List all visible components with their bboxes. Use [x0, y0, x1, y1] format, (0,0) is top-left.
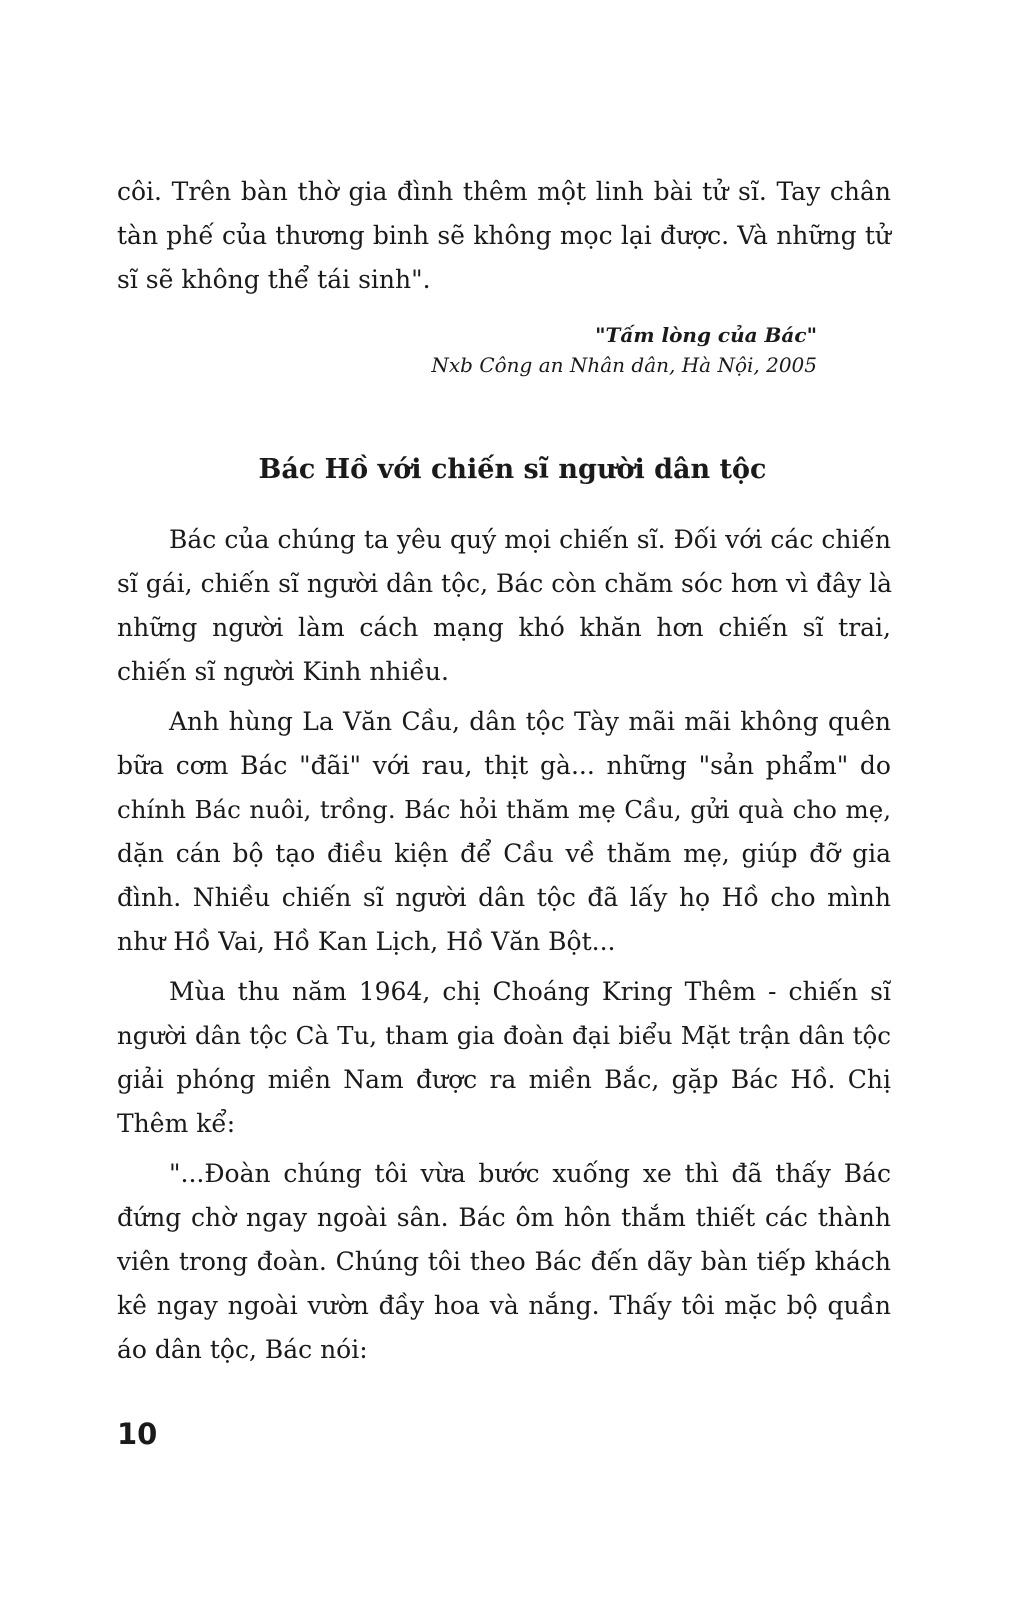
citation-publisher: Nxb Công an Nhân dân, Hà Nội, 2005	[431, 353, 817, 377]
text-line: chính Bác nuôi, trồng. Bác hỏi thăm mẹ Cầu, gửi quà cho mẹ,	[117, 795, 891, 824]
text-line: Mùa thu năm 1964, chị Choáng Kring Thêm - chiến sĩ	[169, 977, 891, 1006]
text-line: sĩ gái, chiến sĩ người dân tộc, Bác còn chăm sóc hơn vì đây là	[117, 569, 892, 598]
text-line: kê ngay ngoài vườn đầy hoa và nắng. Thấy tôi mặc bộ quần	[117, 1291, 891, 1320]
text-line: người dân tộc Cà Tu, tham gia đoàn đại biểu Mặt trận dân tộc	[117, 1021, 891, 1050]
text-line: viên trong đoàn. Chúng tôi theo Bác đến dãy bàn tiếp khách	[117, 1247, 891, 1276]
citation-title: "Tấm lòng của Bác"	[595, 323, 817, 347]
paragraph	[117, 1152, 891, 1372]
text-line: giải phóng miền Nam được ra miền Bắc, gặp Bác Hồ. Chị	[117, 1065, 891, 1094]
text-line: Bác của chúng ta yêu quý mọi chiến sĩ. Đối với các chiến	[169, 525, 891, 554]
section-title: Bác Hồ với chiến sĩ người dân tộc	[258, 454, 767, 485]
intro-paragraph	[117, 170, 891, 302]
text-line: dặn cán bộ tạo điều kiện để Cầu về thăm mẹ, giúp đỡ gia	[117, 839, 891, 868]
text-line: Thêm kể:	[117, 1109, 236, 1138]
citation	[431, 320, 817, 380]
text-line: "...Đoàn chúng tôi vừa bước xuống xe thì đã thấy Bác	[169, 1159, 891, 1188]
paragraph	[117, 518, 891, 694]
paragraph	[117, 700, 891, 964]
text-line: những người làm cách mạng khó khăn hơn chiến sĩ trai,	[117, 613, 891, 642]
text-line: đình. Nhiều chiến sĩ người dân tộc đã lấy họ Hồ cho mình	[117, 883, 891, 912]
text-line: áo dân tộc, Bác nói:	[117, 1335, 368, 1364]
text-line: sĩ sẽ không thể tái sinh".	[117, 265, 431, 294]
text-line: đứng chờ ngay ngoài sân. Bác ôm hôn thắm thiết các thành	[117, 1203, 891, 1232]
text-line: Anh hùng La Văn Cầu, dân tộc Tày mãi mãi không quên	[169, 707, 891, 736]
page-number: 10	[117, 1417, 158, 1451]
text-line: chiến sĩ người Kinh nhiều.	[117, 657, 449, 686]
text-line: như Hồ Vai, Hồ Kan Lịch, Hồ Văn Bột...	[117, 927, 616, 956]
paragraph	[117, 970, 891, 1146]
text-line: tàn phế của thương binh sẽ không mọc lại được. Và những tử	[117, 221, 891, 250]
text-line: bữa cơm Bác "đãi" với rau, thịt gà... những "sản phẩm" do	[117, 751, 891, 780]
text-line: côi. Trên bàn thờ gia đình thêm một linh bài tử sĩ. Tay chân	[117, 177, 891, 206]
body-text	[117, 518, 891, 1372]
